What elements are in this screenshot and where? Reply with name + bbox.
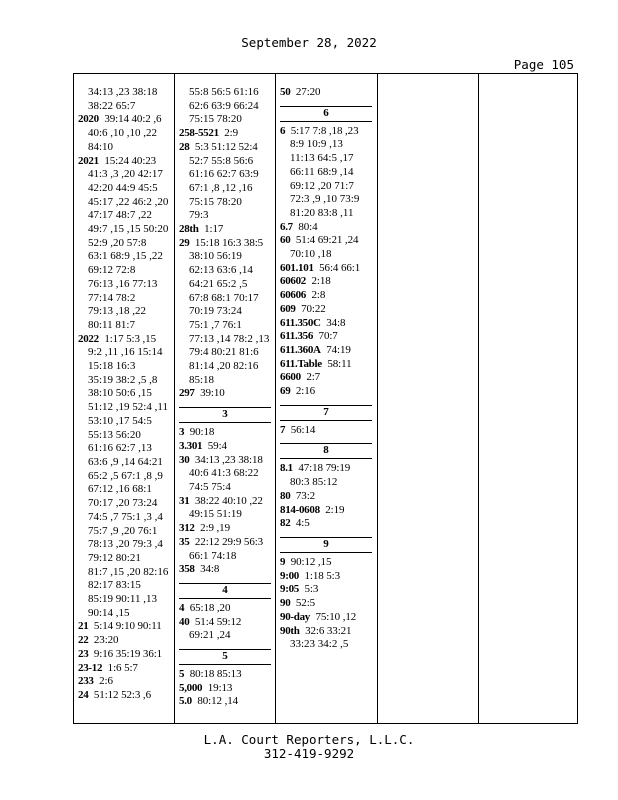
section-label: 9	[323, 537, 329, 550]
index-entry	[78, 620, 168, 634]
index-headword: 24	[78, 688, 89, 701]
index-entry	[280, 504, 372, 518]
section-header	[179, 649, 271, 665]
index-continuation: 38:10 56:19	[189, 250, 242, 263]
index-references: 34:8	[326, 316, 346, 329]
index-headword: 30	[179, 453, 190, 466]
index-continuation: 66:11 68:9 ,14	[290, 165, 354, 178]
section-header	[280, 537, 372, 553]
index-continuation: 75:1 ,7 76:1	[189, 318, 242, 331]
index-entry	[280, 462, 372, 476]
index-continuation: 9:2 ,11 ,16 15:14	[88, 346, 163, 359]
section-header	[280, 405, 372, 421]
index-continuation: 79:13 ,18 ,22	[88, 305, 147, 318]
column-divider	[377, 74, 378, 723]
index-headword: 90-day	[280, 610, 310, 623]
index-continuation: 79:3	[189, 209, 209, 222]
index-entry	[280, 262, 372, 276]
index-headword: 601.101	[280, 261, 314, 274]
index-entry	[280, 358, 372, 372]
index-headword: 60	[280, 234, 291, 247]
index-continuation: 69:12 ,20 71:7	[290, 179, 354, 192]
footer-phone: 312-419-9292	[263, 746, 355, 761]
index-continuation: 67:1 ,8 ,12 ,16	[189, 181, 253, 194]
index-references: 5:14 9:10 90:11	[93, 620, 162, 633]
index-references: 39:14 40:2 ,6	[104, 113, 162, 126]
index-continuation: 85:19 90:11 ,13	[88, 593, 157, 606]
index-continuation: 63:6 ,9 ,14 64:21	[88, 455, 163, 468]
index-continuation: 52:9 ,20 57:8	[88, 236, 147, 249]
index-continuation: 69:21 ,24	[189, 629, 231, 642]
index-headword: 3.301	[179, 439, 203, 452]
index-references: 58:11	[327, 357, 352, 370]
index-headword: 5	[179, 668, 185, 681]
index-references: 59:4	[207, 439, 227, 452]
index-headword: 23	[78, 647, 89, 660]
index-entry	[179, 536, 271, 550]
index-continuation: 75:7 ,9 ,20 76:1	[88, 524, 158, 537]
index-headword: 50	[280, 86, 291, 98]
index-continuation: 52:7 55:8 56:6	[189, 154, 254, 167]
index-references: 1:17 5:3 ,15	[104, 332, 156, 345]
index-headword: 2020	[78, 113, 99, 126]
index-references: 75:10 ,12	[315, 610, 357, 623]
index-references: 51:12 52:3 ,6	[93, 688, 151, 701]
index-entry	[280, 221, 372, 235]
index-entry	[78, 648, 168, 662]
index-entry	[179, 454, 271, 468]
index-references: 52:5	[295, 597, 316, 610]
footer-company: L.A. Court Reporters, L.L.C.	[203, 732, 415, 747]
index-headword: 40	[179, 615, 190, 628]
index-continuation: 80:11 81:7	[88, 318, 135, 331]
index-headword: 9	[280, 555, 286, 568]
index-headword: 4	[179, 601, 185, 614]
index-continuation: 90:14 ,15	[88, 606, 130, 619]
index-references: 39:10	[200, 387, 225, 400]
index-entry	[280, 317, 372, 331]
column-divider	[275, 74, 276, 723]
index-continuation: 69:12 72:8	[88, 264, 136, 277]
index-headword: 60606	[280, 289, 307, 302]
index-headword: 69	[280, 385, 291, 398]
index-references: 15:18 16:3 38:5	[194, 236, 264, 249]
index-headword: 2022	[78, 332, 99, 345]
index-continuation: 76:13 ,16 77:13	[88, 277, 158, 290]
index-continuation: 77:13 ,14 78:2 ,13	[189, 332, 270, 345]
index-continuation: 79:12 80:21	[88, 551, 141, 564]
index-entry	[280, 583, 372, 597]
index-references: 2:9 ,19	[200, 522, 230, 535]
index-continuation: 65:2 ,5 67:1 ,8 ,9	[88, 469, 163, 482]
section-rule	[179, 422, 271, 423]
index-continuation: 70:19 73:24	[189, 305, 242, 318]
index-references: 5:17 7:8 ,18 ,23	[290, 124, 359, 137]
index-continuation: 75:15 78:20	[189, 113, 242, 126]
index-column-1	[78, 86, 168, 703]
index-continuation: 42:20 44:9 45:5	[88, 181, 158, 194]
index-headword: 28th	[179, 223, 199, 236]
index-continuation: 64:21 65:2 ,5	[189, 277, 248, 290]
index-references: 4:5	[295, 517, 310, 530]
index-continuation: 11:13 64:5 ,17	[290, 152, 354, 165]
index-column-2	[179, 86, 271, 709]
index-entry	[78, 155, 168, 169]
index-references: 47:18 79:19	[298, 462, 351, 475]
section-header	[280, 443, 372, 459]
index-references: 73:2	[295, 489, 316, 502]
index-continuation: 33:23 34:2 ,5	[290, 638, 349, 651]
index-headword: 611.350C	[280, 316, 321, 329]
page-number: Page 105	[513, 57, 574, 72]
index-continuation: 34:13 ,23 38:18	[88, 86, 158, 98]
section-label: 3	[222, 408, 228, 421]
index-entry	[179, 602, 271, 616]
index-references: 2:19	[325, 503, 345, 516]
index-continuation: 38:22 65:7	[88, 99, 136, 112]
index-entry	[179, 563, 271, 577]
index-headword: 609	[280, 302, 296, 315]
section-label: 6	[323, 106, 329, 119]
index-references: 56:14	[290, 423, 316, 436]
index-continuation: 61:16 62:7 63:9	[189, 168, 259, 181]
index-continuation: 67:12 ,16 68:1	[88, 483, 152, 496]
index-references: 56:4 66:1	[319, 261, 361, 274]
index-continuation: 67:8 68:1 70:17	[189, 291, 259, 304]
section-rule	[280, 121, 372, 122]
index-entry	[280, 234, 372, 248]
index-entry	[280, 330, 372, 344]
index-headword: 80	[280, 489, 291, 502]
index-headword: 312	[179, 522, 195, 535]
index-references: 80:12 ,14	[197, 695, 239, 708]
index-headword: 6	[280, 124, 286, 137]
index-continuation: 74:5 75:4	[189, 480, 231, 493]
word-index-frame	[73, 73, 578, 724]
index-references: 22:12 29:9 56:3	[194, 535, 264, 548]
index-continuation: 70:17 ,20 73:24	[88, 497, 158, 510]
index-continuation: 81:20 83:8 ,11	[290, 206, 354, 219]
index-references: 32:6 33:21	[305, 624, 352, 637]
index-headword: 2021	[78, 154, 99, 167]
index-references: 51:4 59:12	[194, 615, 242, 628]
index-references: 2:6	[99, 675, 113, 688]
index-headword: 5,000	[179, 681, 203, 694]
index-continuation: 15:18 16:3	[88, 360, 136, 373]
index-entry	[280, 86, 372, 100]
index-references: 65:18 ,20	[189, 601, 231, 614]
index-continuation: 61:16 62:7 ,13	[88, 442, 152, 455]
index-entry	[78, 689, 168, 703]
index-continuation: 38:10 50:6 ,15	[88, 387, 152, 400]
index-headword: 29	[179, 236, 190, 249]
index-continuation: 78:13 ,20 79:3 ,4	[88, 538, 163, 551]
index-entry	[280, 303, 372, 317]
index-headword: 258-5521	[179, 127, 219, 140]
index-entry	[280, 625, 372, 639]
index-entry	[280, 597, 372, 611]
index-entry	[78, 333, 168, 347]
index-entry	[280, 289, 372, 303]
index-entry	[179, 695, 271, 709]
index-headword: 23-12	[78, 661, 103, 674]
index-entry	[179, 141, 271, 155]
index-entry	[179, 387, 271, 401]
index-entry	[179, 668, 271, 682]
index-references: 70:22	[301, 302, 326, 315]
section-header	[179, 583, 271, 599]
section-label: 5	[222, 650, 228, 663]
column-divider	[478, 74, 479, 723]
section-header	[280, 106, 372, 122]
index-continuation: 40:6 41:3 68:22	[189, 467, 259, 480]
index-headword: 233	[78, 675, 94, 688]
index-headword: 28	[179, 140, 190, 153]
index-references: 80:18 85:13	[189, 668, 242, 681]
index-headword: 8.1	[280, 462, 293, 475]
index-headword: 90th	[280, 624, 300, 637]
index-entry	[179, 495, 271, 509]
section-label: 4	[222, 583, 228, 596]
index-entry	[78, 113, 168, 127]
index-references: 90:18	[189, 426, 215, 439]
section-rule	[280, 420, 372, 421]
index-headword: 22	[78, 634, 89, 647]
index-entry	[179, 127, 271, 141]
index-entry	[78, 675, 168, 689]
index-references: 1:18 5:3	[304, 569, 341, 582]
index-continuation: 66:1 74:18	[189, 549, 237, 562]
index-continuation: 84:10	[88, 140, 114, 153]
index-continuation: 63:1 68:9 ,15 ,22	[88, 250, 163, 263]
index-headword: 7	[280, 423, 286, 436]
index-entry	[280, 424, 372, 438]
header-date: September 28, 2022	[241, 35, 377, 50]
index-continuation: 53:10 ,17 54:5	[88, 414, 152, 427]
index-entry	[280, 371, 372, 385]
index-references: 2:9	[224, 127, 239, 140]
index-headword: 297	[179, 387, 195, 400]
index-headword: 611.360A	[280, 343, 321, 356]
index-continuation: 85:18	[189, 373, 215, 386]
section-label: 8	[323, 444, 329, 457]
index-continuation: 49:7 ,15 ,15 50:20	[88, 223, 169, 236]
index-references: 2:7	[306, 371, 321, 384]
index-entry	[280, 344, 372, 358]
index-entry	[78, 634, 168, 648]
index-references: 5:3 51:12 52:4	[194, 140, 258, 153]
index-continuation: 47:17 48:7 ,22	[88, 209, 152, 222]
section-header	[179, 407, 271, 423]
index-entry	[280, 385, 372, 399]
index-references: 2:16	[295, 385, 316, 398]
index-continuation: 35:19 38:2 ,5 ,8	[88, 373, 158, 386]
index-entry	[179, 426, 271, 440]
index-references: 34:8	[200, 563, 220, 576]
index-entry	[280, 125, 372, 139]
index-references: 90:12 ,15	[290, 555, 332, 568]
index-headword: 90	[280, 597, 291, 610]
index-entry	[179, 237, 271, 251]
index-references: 15:24 40:23	[104, 154, 157, 167]
index-references: 70:7	[318, 330, 338, 343]
index-continuation: 81:14 ,20 82:16	[189, 360, 259, 373]
index-continuation: 62:6 63:9 66:24	[189, 99, 259, 112]
index-headword: 6.7	[280, 220, 293, 233]
index-references: 2:18	[311, 275, 331, 288]
section-rule	[280, 458, 372, 459]
index-entry	[179, 682, 271, 696]
index-continuation: 51:12 ,19 52:4 ,11	[88, 401, 168, 414]
section-rule	[179, 664, 271, 665]
index-headword: 9:05	[280, 583, 299, 596]
index-continuation: 80:3 85:12	[290, 476, 338, 489]
index-continuation: 40:6 ,10 ,10 ,22	[88, 127, 158, 140]
index-entry	[280, 517, 372, 531]
index-headword: 21	[78, 620, 89, 633]
index-column-3	[280, 86, 372, 652]
index-entry	[280, 490, 372, 504]
index-headword: 6600	[280, 371, 301, 384]
index-entry	[179, 440, 271, 454]
index-entry	[179, 522, 271, 536]
index-continuation: 82:17 83:15	[88, 579, 141, 592]
index-references: 74:19	[326, 343, 351, 356]
index-references: 9:16 35:19 36:1	[93, 647, 163, 660]
index-continuation: 72:3 ,9 ,10 73:9	[290, 193, 360, 206]
index-references: 80:4	[298, 220, 318, 233]
index-headword: 35	[179, 535, 190, 548]
index-headword: 358	[179, 563, 195, 576]
index-headword: 611.Table	[280, 357, 322, 370]
index-headword: 5.0	[179, 695, 192, 708]
index-references: 51:4 69:21 ,24	[295, 234, 359, 247]
index-references: 23:20	[93, 634, 119, 647]
index-continuation: 74:5 ,7 75:1 ,3 ,4	[88, 510, 163, 523]
index-continuation: 8:9 10:9 ,13	[290, 138, 343, 151]
index-headword: 82	[280, 517, 291, 530]
index-entry	[280, 275, 372, 289]
index-entry	[280, 611, 372, 625]
index-headword: 3	[179, 426, 185, 439]
index-headword: 31	[179, 494, 190, 507]
index-entry	[78, 662, 168, 676]
section-rule	[179, 598, 271, 599]
index-references: 38:22 40:10 ,22	[194, 494, 263, 507]
index-headword: 9:00	[280, 569, 299, 582]
index-continuation: 45:17 ,22 46:2 ,20	[88, 195, 169, 208]
index-continuation: 55:8 56:5 61:16	[189, 86, 259, 98]
index-continuation: 41:3 ,3 ,20 42:17	[88, 168, 163, 181]
index-headword: 611.356	[280, 330, 314, 343]
section-rule	[280, 552, 372, 553]
index-continuation: 81:7 ,15 ,20 82:16	[88, 565, 169, 578]
index-entry	[280, 556, 372, 570]
index-references: 27:20	[295, 86, 321, 98]
index-entry	[179, 223, 271, 237]
index-references: 5:3	[304, 583, 319, 596]
index-headword: 814-0608	[280, 503, 320, 516]
index-continuation: 75:15 78:20	[189, 195, 242, 208]
index-references: 19:13	[207, 681, 233, 694]
index-entry	[179, 616, 271, 630]
index-references: 1:17	[204, 223, 224, 236]
index-continuation: 62:13 63:6 ,14	[189, 264, 253, 277]
index-continuation: 55:13 56:20	[88, 428, 141, 441]
index-references: 1:6 5:7	[107, 661, 138, 674]
index-continuation: 77:14 78:2	[88, 291, 136, 304]
index-continuation: 70:10 ,18	[290, 248, 332, 261]
index-continuation: 79:4 80:21 81:6	[189, 346, 259, 359]
index-continuation: 49:15 51:19	[189, 508, 242, 521]
column-divider	[174, 74, 175, 723]
index-entry	[280, 570, 372, 584]
index-references: 34:13 ,23 38:18	[194, 453, 263, 466]
index-headword: 60602	[280, 275, 307, 288]
index-references: 2:8	[311, 289, 326, 302]
section-label: 7	[323, 405, 329, 418]
